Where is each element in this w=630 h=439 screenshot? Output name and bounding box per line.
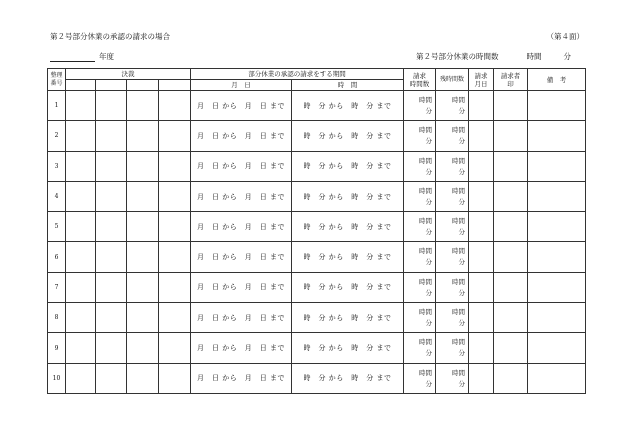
minutes-word: 分 [458, 197, 465, 206]
approval-cell-3[interactable] [127, 121, 159, 151]
approval-cell-2[interactable] [96, 181, 127, 211]
remaining-hours-cell[interactable] [436, 121, 469, 151]
table-row [48, 151, 586, 181]
request-date-range[interactable]: 月 日 から 月 日 まで [191, 181, 292, 211]
minutes-word: 分 [458, 167, 465, 176]
hours-word: 時間 [452, 277, 465, 286]
remarks-cell[interactable] [528, 91, 586, 121]
remarks-cell[interactable] [528, 272, 586, 302]
hours-total-caption: 第２号部分休業の時間数 [416, 52, 499, 61]
requester-seal-cell[interactable] [494, 181, 528, 211]
approval-cell-1[interactable] [66, 363, 96, 393]
approval-cell-2[interactable] [96, 363, 127, 393]
approval-cell-4[interactable] [159, 121, 191, 151]
form-page-number: （第４面） [546, 32, 584, 41]
approval-cell-2[interactable] [96, 303, 127, 333]
table-row [48, 272, 586, 302]
request-date-cell[interactable] [469, 363, 494, 393]
form-title: 第２号部分休業の承認の請求の場合 [50, 32, 170, 41]
hours-word: 時間 [452, 338, 465, 347]
header-requested-hours: 請求 時間数 [404, 69, 436, 91]
request-time-range[interactable]: 時 分 から 時 分 まで [292, 181, 404, 211]
remarks-cell[interactable] [528, 363, 586, 393]
requester-seal-cell[interactable] [494, 91, 528, 121]
approval-slot-2 [96, 80, 127, 91]
header-remarks: 備 考 [528, 69, 586, 91]
request-time-range[interactable]: 時 分 から 時 分 まで [292, 303, 404, 333]
request-date-range[interactable]: 月 日 から 月 日 まで [191, 303, 292, 333]
approval-cell-2[interactable] [96, 212, 127, 242]
request-date-cell[interactable] [469, 91, 494, 121]
minutes-word: 分 [425, 379, 432, 388]
minutes-word: 分 [425, 167, 432, 176]
row-number: 10 [48, 363, 66, 393]
approval-cell-4[interactable] [159, 363, 191, 393]
request-date-cell[interactable] [469, 333, 494, 363]
hours-word: 時間 [452, 247, 465, 256]
approval-cell-1[interactable] [66, 91, 96, 121]
request-date-cell[interactable] [469, 272, 494, 302]
approval-cell-1[interactable] [66, 303, 96, 333]
minutes-word: 分 [458, 349, 465, 358]
hours-word: 時間 [419, 308, 432, 317]
hours-word: 時間 [452, 126, 465, 135]
request-date-cell[interactable] [469, 181, 494, 211]
requested-hours-cell[interactable] [404, 363, 436, 393]
request-date-cell[interactable] [469, 242, 494, 272]
requested-hours-cell[interactable] [404, 181, 436, 211]
row-number: 9 [48, 333, 66, 363]
request-date-cell[interactable] [469, 151, 494, 181]
request-date-range[interactable]: 月 日 から 月 日 まで [191, 212, 292, 242]
hours-word: 時間 [419, 338, 432, 347]
requested-hours-cell[interactable] [404, 242, 436, 272]
row-number: 4 [48, 181, 66, 211]
requester-seal-cell[interactable] [494, 272, 528, 302]
request-time-range[interactable]: 時 分 から 時 分 まで [292, 363, 404, 393]
approval-cell-3[interactable] [127, 242, 159, 272]
requested-hours-cell[interactable] [404, 333, 436, 363]
request-time-range[interactable]: 時 分 から 時 分 まで [292, 121, 404, 151]
hours-word: 時間 [419, 126, 432, 135]
approval-cell-4[interactable] [159, 181, 191, 211]
hours-word: 時間 [419, 217, 432, 226]
approval-cell-2[interactable] [96, 91, 127, 121]
minutes-word: 分 [425, 349, 432, 358]
table-row [48, 242, 586, 272]
requester-seal-cell[interactable] [494, 363, 528, 393]
request-date-cell[interactable] [469, 212, 494, 242]
remaining-hours-cell[interactable] [436, 303, 469, 333]
row-number: 7 [48, 272, 66, 302]
remaining-hours-cell[interactable] [436, 151, 469, 181]
hours-word: 時間 [419, 96, 432, 104]
header-request-date: 請求 月日 [469, 69, 494, 91]
hours-word: 時間 [452, 186, 465, 195]
remarks-cell[interactable] [528, 333, 586, 363]
minutes-word: 分 [458, 319, 465, 328]
minutes-word: 分 [425, 197, 432, 206]
requester-seal-cell[interactable] [494, 242, 528, 272]
header-requester-seal: 請求者 印 [494, 69, 528, 91]
approval-cell-4[interactable] [159, 272, 191, 302]
row-number: 2 [48, 121, 66, 151]
request-time-range[interactable]: 時 分 から 時 分 まで [292, 212, 404, 242]
approval-cell-4[interactable] [159, 242, 191, 272]
remarks-cell[interactable] [528, 303, 586, 333]
remaining-hours-cell[interactable] [436, 212, 469, 242]
hours-word: 時間 [452, 308, 465, 317]
remaining-hours-cell[interactable] [436, 272, 469, 302]
approval-slot-4 [159, 80, 191, 91]
approval-cell-4[interactable] [159, 91, 191, 121]
approval-slot-3 [127, 80, 159, 91]
approval-cell-1[interactable] [66, 212, 96, 242]
hours-unit: 時間 [526, 52, 542, 61]
requested-hours-cell[interactable] [404, 303, 436, 333]
year-input-line[interactable] [50, 61, 95, 62]
requester-seal-cell[interactable] [494, 212, 528, 242]
request-date-cell[interactable] [469, 303, 494, 333]
row-number: 5 [48, 212, 66, 242]
remaining-hours-cell[interactable] [436, 363, 469, 393]
remarks-cell[interactable] [528, 212, 586, 242]
header-approval: 決裁 [66, 69, 191, 80]
minutes-word: 分 [425, 228, 432, 237]
request-date-cell[interactable] [469, 121, 494, 151]
header-serial-number: 整理 番号 [48, 69, 66, 91]
approval-cell-3[interactable] [127, 91, 159, 121]
hours-total-label [416, 51, 571, 62]
request-time-range[interactable]: 時 分 から 時 分 まで [292, 333, 404, 363]
approval-cell-1[interactable] [66, 242, 96, 272]
remaining-hours-cell[interactable] [436, 242, 469, 272]
table-row [48, 363, 586, 393]
requester-seal-cell[interactable] [494, 121, 528, 151]
table-row [48, 303, 586, 333]
approval-cell-4[interactable] [159, 333, 191, 363]
requester-seal-cell[interactable] [494, 333, 528, 363]
approval-cell-2[interactable] [96, 151, 127, 181]
remaining-hours-cell[interactable] [436, 333, 469, 363]
hours-word: 時間 [419, 247, 432, 256]
approval-cell-3[interactable] [127, 333, 159, 363]
approval-cell-2[interactable] [96, 333, 127, 363]
row-number: 8 [48, 303, 66, 333]
approval-cell-1[interactable] [66, 151, 96, 181]
request-date-range[interactable]: 月 日 から 月 日 まで [191, 151, 292, 181]
approval-cell-1[interactable] [66, 121, 96, 151]
request-time-range[interactable]: 時 分 から 時 分 まで [292, 151, 404, 181]
requested-hours-cell[interactable] [404, 91, 436, 121]
minutes-word: 分 [458, 228, 465, 237]
minutes-word: 分 [425, 137, 432, 146]
approval-cell-1[interactable] [66, 333, 96, 363]
request-date-range[interactable]: 月 日 から 月 日 まで [191, 333, 292, 363]
approval-slot-1 [66, 80, 96, 91]
minutes-word: 分 [458, 137, 465, 146]
request-date-range[interactable]: 月 日 から 月 日 まで [191, 91, 292, 121]
request-date-range[interactable]: 月 日 から 月 日 まで [191, 121, 292, 151]
approval-cell-3[interactable] [127, 151, 159, 181]
header-request-period: 部分休業の承認の請求をする期間 [191, 69, 404, 80]
table-row [48, 121, 586, 151]
header-month-day: 月 日 [191, 80, 292, 91]
request-date-range[interactable]: 月 日 から 月 日 まで [191, 272, 292, 302]
header-time: 時 間 [292, 80, 404, 91]
approval-cell-3[interactable] [127, 363, 159, 393]
hours-word: 時間 [452, 368, 465, 377]
request-table [47, 68, 586, 394]
minutes-word: 分 [425, 258, 432, 267]
approval-cell-3[interactable] [127, 272, 159, 302]
hours-word: 時間 [452, 96, 465, 104]
remarks-cell[interactable] [528, 121, 586, 151]
hours-word: 時間 [419, 156, 432, 165]
remaining-hours-cell[interactable] [436, 181, 469, 211]
approval-cell-2[interactable] [96, 121, 127, 151]
requested-hours-cell[interactable] [404, 151, 436, 181]
row-number: 1 [48, 91, 66, 121]
approval-cell-1[interactable] [66, 272, 96, 302]
approval-cell-4[interactable] [159, 151, 191, 181]
minutes-word: 分 [425, 288, 432, 297]
minutes-word: 分 [425, 107, 432, 115]
request-time-range[interactable]: 時 分 から 時 分 まで [292, 272, 404, 302]
approval-cell-3[interactable] [127, 303, 159, 333]
minutes-unit: 分 [563, 52, 571, 61]
approval-cell-2[interactable] [96, 272, 127, 302]
table-row [48, 91, 586, 121]
table-row [48, 181, 586, 211]
minutes-word: 分 [458, 379, 465, 388]
requested-hours-cell[interactable] [404, 121, 436, 151]
hours-word: 時間 [419, 368, 432, 377]
hours-word: 時間 [452, 156, 465, 165]
requested-hours-cell[interactable] [404, 212, 436, 242]
remarks-cell[interactable] [528, 181, 586, 211]
remarks-cell[interactable] [528, 151, 586, 181]
row-number: 3 [48, 151, 66, 181]
request-time-range[interactable]: 時 分 から 時 分 まで [292, 242, 404, 272]
minutes-word: 分 [458, 288, 465, 297]
table-row [48, 212, 586, 242]
hours-word: 時間 [419, 277, 432, 286]
remarks-cell[interactable] [528, 242, 586, 272]
request-date-range[interactable]: 月 日 から 月 日 まで [191, 242, 292, 272]
remaining-hours-cell[interactable] [436, 91, 469, 121]
request-date-range[interactable]: 月 日 から 月 日 まで [191, 363, 292, 393]
requester-seal-cell[interactable] [494, 303, 528, 333]
minutes-word: 分 [425, 319, 432, 328]
request-time-range[interactable]: 時 分 から 時 分 まで [292, 91, 404, 121]
year-label: 年度 [99, 52, 114, 61]
approval-cell-2[interactable] [96, 242, 127, 272]
row-number: 6 [48, 242, 66, 272]
requester-seal-cell[interactable] [494, 151, 528, 181]
approval-cell-3[interactable] [127, 181, 159, 211]
approval-cell-3[interactable] [127, 212, 159, 242]
minutes-word: 分 [458, 258, 465, 267]
approval-cell-4[interactable] [159, 212, 191, 242]
requested-hours-cell[interactable] [404, 272, 436, 302]
approval-cell-1[interactable] [66, 181, 96, 211]
hours-word: 時間 [452, 217, 465, 226]
approval-cell-4[interactable] [159, 303, 191, 333]
table-row [48, 333, 586, 363]
hours-word: 時間 [419, 186, 432, 195]
minutes-word: 分 [458, 107, 465, 115]
header-remaining-hours: 残時間数 [436, 69, 469, 91]
